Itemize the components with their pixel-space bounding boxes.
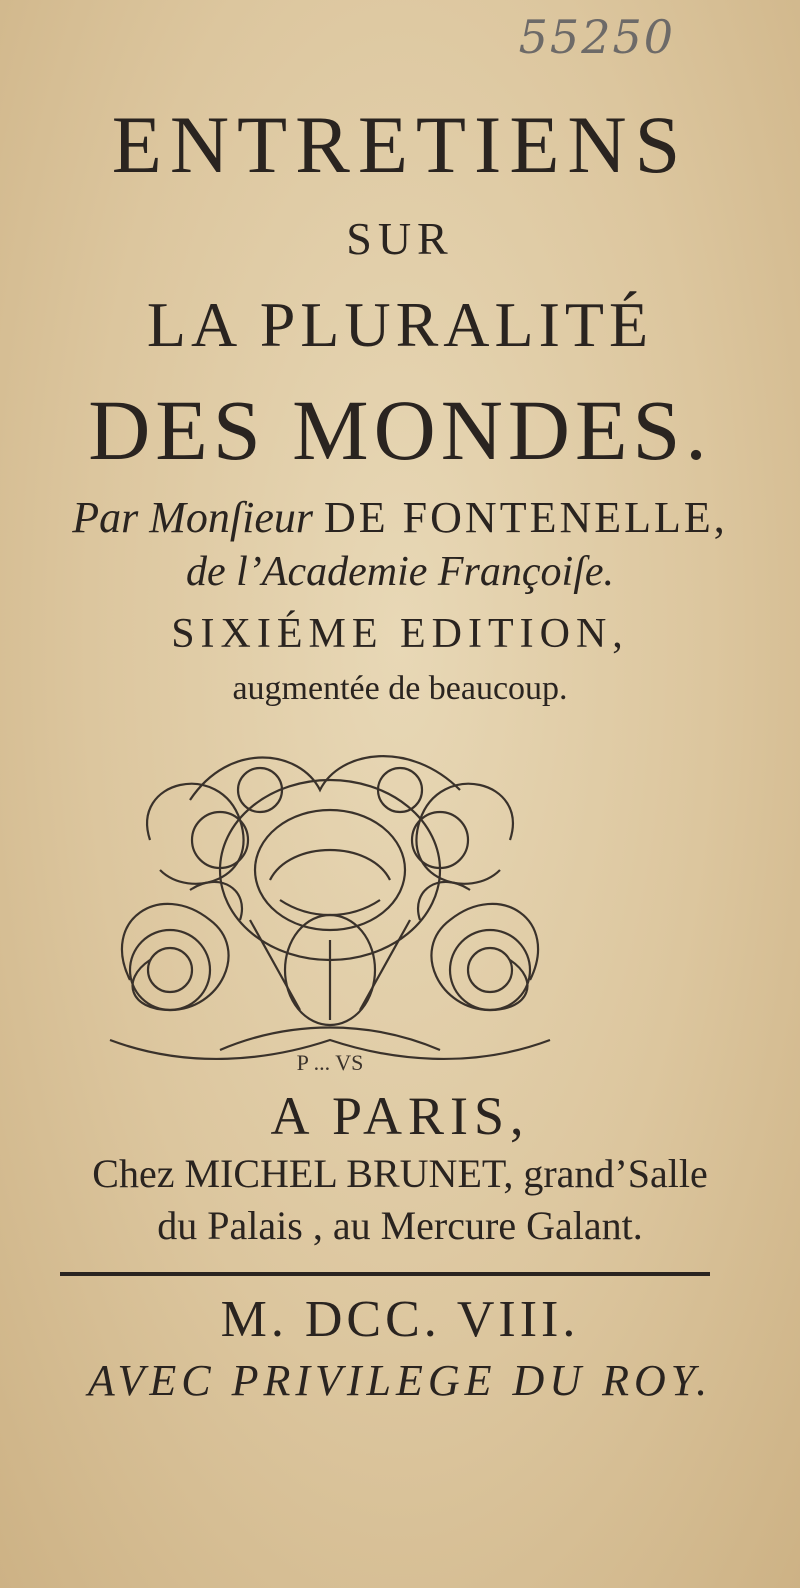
manuscript-number: 55250 (518, 10, 675, 64)
ornament-legend: P ... VS (296, 1050, 364, 1075)
author-prefix: Par Monſieur (72, 493, 314, 542)
imprint-rule (60, 1272, 710, 1276)
title-line-2: SUR (346, 213, 454, 264)
royal-privilege: AVEC PRIVILEGE DU ROY. (87, 1356, 713, 1405)
author-affiliation: de l’Academie Françoiſe. (186, 549, 614, 595)
title-line-4: DES MONDES. (88, 382, 712, 478)
edition-label: SIXIÉME EDITION, (171, 611, 629, 657)
edition-note: augmentée de beaucoup. (232, 670, 568, 707)
publisher-line-1: Chez MICHEL BRUNET, grand’Salle (92, 1151, 708, 1196)
floral-vignette-icon (70, 720, 590, 1100)
title-line-1: ENTRETIENS (111, 99, 689, 190)
imprint-date: M. DCC. VIII. (220, 1291, 580, 1348)
title-line-3: LA PLURALITÉ (146, 289, 654, 360)
author-line (0, 492, 800, 543)
imprint-place: A PARIS, (270, 1086, 530, 1146)
publisher-line-2: du Palais , au Mercure Galant. (157, 1203, 643, 1248)
author-name: DE FONTENELLE, (324, 493, 728, 542)
